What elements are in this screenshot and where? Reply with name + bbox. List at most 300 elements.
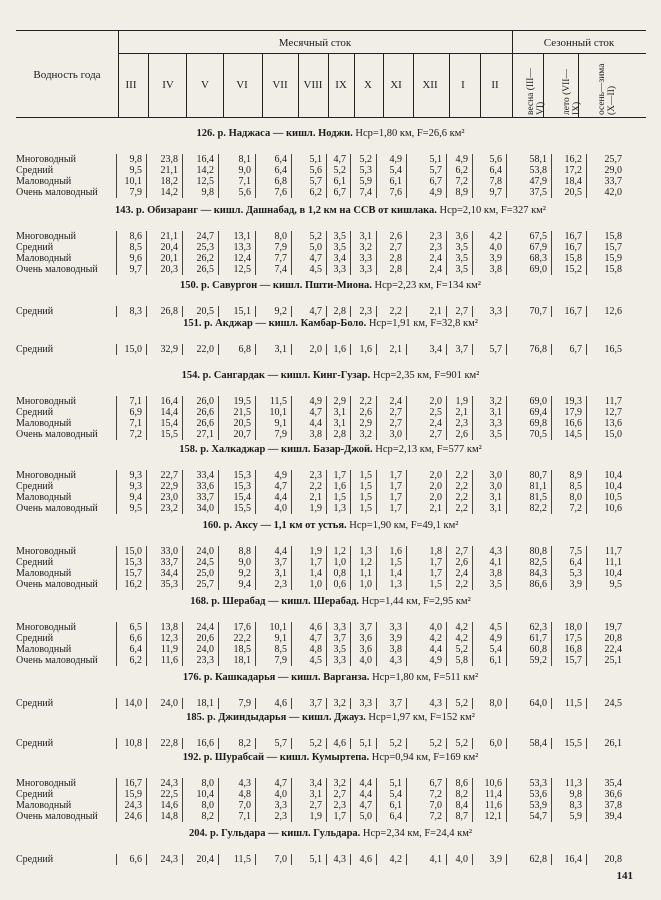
table-cell: 5,3: [569, 568, 582, 579]
table-cell: 2,1: [429, 503, 442, 514]
table-cell: 5,8: [455, 655, 468, 666]
table-cell: 9,3: [129, 470, 142, 481]
row-label: Многоводный: [16, 154, 76, 165]
table-cell: 22,8: [160, 738, 178, 749]
table-cell: 3,3: [359, 264, 372, 275]
table-cell: 20,4: [160, 242, 178, 253]
table-cell: 2,7: [389, 418, 402, 429]
table-cell: 4,5: [309, 655, 322, 666]
table-cell: 3,8: [489, 264, 502, 275]
table-cell: 8,3: [129, 306, 142, 317]
table-cell: 3,8: [309, 429, 322, 440]
table-row: [0, 579, 661, 590]
row-label: Средний: [16, 789, 54, 800]
table-cell: 7,7: [274, 253, 287, 264]
table-cell: 2,1: [429, 306, 442, 317]
table-cell: 9,7: [129, 264, 142, 275]
table-cell: 7,1: [238, 811, 251, 822]
table-cell: 1,5: [359, 470, 372, 481]
table-cell: 16,7: [564, 231, 582, 242]
table-cell: 7,2: [129, 429, 142, 440]
table-row: [0, 854, 661, 865]
table-cell: 2,0: [429, 396, 442, 407]
table-cell: 2,7: [455, 306, 468, 317]
table-cell: 19,5: [233, 396, 251, 407]
table-cell: 2,4: [429, 264, 442, 275]
table-cell: 9,4: [129, 492, 142, 503]
table-cell: 7,8: [489, 176, 502, 187]
row-label: Средний: [16, 165, 54, 176]
table-cell: 32,9: [160, 344, 178, 355]
table-cell: 16,8: [564, 644, 582, 655]
table-cell: 7,9: [129, 187, 142, 198]
table-row: [0, 407, 661, 418]
table-cell: 5,1: [309, 154, 322, 165]
table-cell: 6,4: [129, 644, 142, 655]
section-title: 176. р. Кашкадарья — кишл. Варганза. Hср=1,80 км, F=511 км²: [182, 672, 479, 683]
table-cell: 23,0: [160, 492, 178, 503]
table-cell: 4,9: [309, 396, 322, 407]
table-cell: 7,4: [359, 187, 372, 198]
table-cell: 3,2: [333, 778, 346, 789]
header-season-1: весна (III—VI): [526, 68, 546, 115]
table-cell: 5,1: [359, 738, 372, 749]
table-cell: 2,3: [309, 470, 322, 481]
table-cell: 3,3: [333, 264, 346, 275]
table-cell: 16,7: [564, 306, 582, 317]
table-cell: 25,7: [604, 154, 622, 165]
table-cell: 2,2: [455, 503, 468, 514]
table-cell: 1,7: [389, 470, 402, 481]
table-row: [0, 187, 661, 198]
table-cell: 4,9: [389, 154, 402, 165]
table-cell: 5,9: [569, 811, 582, 822]
table-cell: 1,6: [333, 481, 346, 492]
header-seasonal: Сезонный сток: [543, 37, 615, 49]
header-month-X: X: [364, 79, 372, 91]
table-cell: 11,4: [484, 789, 502, 800]
table-row: [0, 778, 661, 789]
table-cell: 7,0: [238, 800, 251, 811]
table-cell: 84,3: [529, 568, 547, 579]
header-month-II: II: [491, 79, 499, 91]
table-row: [0, 738, 661, 749]
table-cell: 33,7: [160, 557, 178, 568]
table-cell: 2,2: [455, 492, 468, 503]
table-cell: 23,2: [160, 503, 178, 514]
section-title: 192. р. Шурабсай — кишл. Кумыртепа. Hср=0,94 км, F=169 км²: [182, 752, 479, 763]
table-cell: 1,6: [333, 344, 346, 355]
row-label: Маловодный: [16, 418, 72, 429]
table-cell: 20,6: [196, 633, 214, 644]
table-cell: 2,3: [455, 418, 468, 429]
row-label: Средний: [16, 407, 54, 418]
table-cell: 20,8: [604, 854, 622, 865]
table-row: [0, 429, 661, 440]
section-title: 168. р. Шерабад — кишл. Шерабад. Hср=1,44 км, F=2,95 км²: [190, 596, 471, 607]
table-cell: 2,7: [333, 789, 346, 800]
table-cell: 8,9: [455, 187, 468, 198]
table-cell: 16,6: [196, 738, 214, 749]
table-cell: 16,7: [124, 778, 142, 789]
table-cell: 15,0: [124, 546, 142, 557]
table-cell: 3,5: [333, 644, 346, 655]
table-cell: 4,4: [359, 789, 372, 800]
section-title: 154. р. Сангардак — кишл. Кинг-Гузар. Hср=2,35 км, F=901 км²: [181, 370, 480, 381]
table-cell: 1,7: [333, 811, 346, 822]
table-cell: 4,0: [274, 503, 287, 514]
table-cell: 25,1: [604, 655, 622, 666]
table-cell: 24,0: [160, 698, 178, 709]
table-cell: 1,6: [359, 344, 372, 355]
table-cell: 1,5: [429, 579, 442, 590]
row-label: Многоводный: [16, 546, 76, 557]
table-row: [0, 655, 661, 666]
table-cell: 4,6: [333, 738, 346, 749]
table-cell: 2,2: [309, 481, 322, 492]
table-cell: 9,4: [238, 579, 251, 590]
table-cell: 13,1: [233, 231, 251, 242]
table-cell: 5,6: [489, 154, 502, 165]
table-cell: 5,2: [359, 154, 372, 165]
table-cell: 33,7: [604, 176, 622, 187]
table-cell: 1,9: [309, 503, 322, 514]
table-cell: 6,2: [455, 165, 468, 176]
table-cell: 2,0: [429, 481, 442, 492]
table-cell: 60,8: [529, 644, 547, 655]
table-cell: 4,5: [489, 622, 502, 633]
table-cell: 15,8: [604, 264, 622, 275]
table-cell: 33,0: [160, 546, 178, 557]
table-cell: 3,4: [309, 778, 322, 789]
table-cell: 59,2: [529, 655, 547, 666]
table-cell: 5,2: [309, 231, 322, 242]
table-row: [0, 253, 661, 264]
table-cell: 1,0: [359, 579, 372, 590]
table-cell: 11,7: [604, 546, 622, 557]
table-cell: 20,1: [160, 253, 178, 264]
table-cell: 25,3: [196, 242, 214, 253]
table-cell: 6,7: [569, 344, 582, 355]
table-cell: 10,4: [196, 789, 214, 800]
row-label: Очень маловодный: [16, 503, 98, 514]
table-cell: 4,3: [238, 778, 251, 789]
table-cell: 7,2: [455, 176, 468, 187]
row-label: Очень маловодный: [16, 811, 98, 822]
table-cell: 11,5: [269, 396, 287, 407]
table-cell: 2,8: [333, 306, 346, 317]
table-cell: 2,3: [429, 242, 442, 253]
table-cell: 82,2: [529, 503, 547, 514]
table-cell: 3,5: [455, 253, 468, 264]
row-label: Очень маловодный: [16, 579, 98, 590]
table-row: [0, 800, 661, 811]
table-cell: 2,4: [455, 568, 468, 579]
table-cell: 15,0: [604, 429, 622, 440]
table-cell: 4,8: [238, 789, 251, 800]
table-cell: 4,9: [429, 187, 442, 198]
table-cell: 8,3: [569, 800, 582, 811]
row-label: Средний: [16, 306, 54, 317]
table-cell: 8,7: [455, 811, 468, 822]
table-cell: 3,3: [359, 253, 372, 264]
row-label: Средний: [16, 633, 54, 644]
table-cell: 1,5: [359, 481, 372, 492]
table-cell: 1,8: [429, 546, 442, 557]
table-cell: 7,9: [238, 698, 251, 709]
table-cell: 3,5: [455, 264, 468, 275]
table-cell: 4,9: [489, 633, 502, 644]
table-cell: 3,0: [489, 470, 502, 481]
table-cell: 2,6: [359, 407, 372, 418]
table-cell: 7,0: [274, 854, 287, 865]
table-cell: 10,1: [124, 176, 142, 187]
table-cell: 26,8: [160, 306, 178, 317]
table-cell: 13,8: [160, 622, 178, 633]
table-cell: 8,0: [201, 800, 214, 811]
table-cell: 7,1: [129, 418, 142, 429]
section-title: 143. р. Обизаранг — кишл. Дашнабад, в 1,2 км на ССВ от кишлака. Hср=2,10 км, F=327 км²: [115, 205, 546, 216]
table-cell: 7,5: [569, 546, 582, 557]
table-cell: 22,4: [604, 644, 622, 655]
section-title: 150. р. Савургон — кишл. Пшти-Миона. Hср=2,23 км, F=134 км²: [180, 280, 481, 291]
table-cell: 67,9: [529, 242, 547, 253]
table-cell: 3,5: [489, 429, 502, 440]
table-cell: 24,5: [196, 557, 214, 568]
table-cell: 6,2: [309, 187, 322, 198]
table-cell: 15,2: [564, 264, 582, 275]
table-cell: 7,2: [569, 503, 582, 514]
table-cell: 4,3: [429, 698, 442, 709]
table-cell: 8,2: [238, 738, 251, 749]
table-cell: 7,6: [274, 187, 287, 198]
table-cell: 4,8: [309, 644, 322, 655]
table-cell: 9,2: [274, 306, 287, 317]
table-cell: 9,5: [129, 503, 142, 514]
table-cell: 3,2: [359, 429, 372, 440]
table-cell: 16,7: [564, 242, 582, 253]
table-cell: 34,4: [160, 568, 178, 579]
table-cell: 15,5: [564, 738, 582, 749]
table-cell: 1,5: [389, 557, 402, 568]
table-cell: 61,7: [529, 633, 547, 644]
table-cell: 1,6: [389, 546, 402, 557]
header-vodnost: Водность года: [33, 69, 101, 81]
table-cell: 7,2: [429, 811, 442, 822]
table-cell: 1,7: [389, 503, 402, 514]
table-cell: 4,2: [455, 633, 468, 644]
table-cell: 6,4: [274, 165, 287, 176]
table-cell: 6,7: [429, 176, 442, 187]
row-label: Средний: [16, 854, 54, 865]
table-cell: 0,6: [333, 579, 346, 590]
table-cell: 18,0: [564, 622, 582, 633]
table-cell: 3,7: [309, 698, 322, 709]
table-cell: 9,1: [274, 418, 287, 429]
row-label: Очень маловодный: [16, 655, 98, 666]
table-cell: 5,7: [274, 738, 287, 749]
table-cell: 12,6: [604, 306, 622, 317]
table-cell: 5,2: [455, 698, 468, 709]
table-cell: 5,3: [359, 165, 372, 176]
table-cell: 15,3: [124, 557, 142, 568]
table-cell: 26,5: [196, 264, 214, 275]
table-cell: 53,9: [529, 800, 547, 811]
table-cell: 3,3: [274, 800, 287, 811]
table-cell: 70,5: [529, 429, 547, 440]
table-cell: 1,7: [309, 557, 322, 568]
table-cell: 2,7: [429, 429, 442, 440]
table-cell: 1,5: [333, 492, 346, 503]
table-cell: 5,0: [359, 811, 372, 822]
table-cell: 4,0: [274, 789, 287, 800]
table-cell: 15,9: [604, 253, 622, 264]
table-cell: 37,5: [529, 187, 547, 198]
table-cell: 5,0: [309, 242, 322, 253]
table-cell: 4,3: [489, 546, 502, 557]
table-cell: 3,3: [489, 306, 502, 317]
table-cell: 1,2: [333, 546, 346, 557]
table-cell: 4,1: [429, 854, 442, 865]
table-cell: 11,3: [564, 778, 582, 789]
table-cell: 5,7: [489, 344, 502, 355]
table-cell: 9,6: [129, 253, 142, 264]
table-cell: 3,6: [359, 644, 372, 655]
header-monthly: Месячный сток: [278, 37, 352, 49]
table-cell: 10,5: [604, 492, 622, 503]
table-cell: 5,4: [389, 789, 402, 800]
row-label: Маловодный: [16, 253, 72, 264]
table-cell: 36,6: [604, 789, 622, 800]
table-cell: 4,2: [389, 854, 402, 865]
table-cell: 26,6: [196, 418, 214, 429]
table-cell: 10,6: [604, 503, 622, 514]
table-cell: 1,4: [309, 568, 322, 579]
table-cell: 3,4: [429, 344, 442, 355]
table-cell: 9,5: [609, 579, 622, 590]
row-label: Маловодный: [16, 800, 72, 811]
row-label: Средний: [16, 738, 54, 749]
table-cell: 4,1: [489, 557, 502, 568]
table-cell: 2,1: [389, 344, 402, 355]
table-cell: 10,1: [269, 622, 287, 633]
table-row: [0, 503, 661, 514]
table-cell: 64,0: [529, 698, 547, 709]
table-cell: 4,4: [309, 418, 322, 429]
table-cell: 17,5: [564, 633, 582, 644]
table-cell: 62,8: [529, 854, 547, 865]
table-cell: 9,3: [129, 481, 142, 492]
table-row: [0, 470, 661, 481]
table-cell: 4,2: [429, 633, 442, 644]
table-cell: 26,2: [196, 253, 214, 264]
section-title: 126. р. Наджаса — кишл. Ноджи. Hср=1,80 км, F=26,6 км²: [196, 128, 465, 139]
table-cell: 14,4: [160, 407, 178, 418]
table-cell: 18,1: [196, 698, 214, 709]
table-cell: 9,8: [201, 187, 214, 198]
table-cell: 15,1: [233, 306, 251, 317]
table-row: [0, 165, 661, 176]
table-cell: 69,8: [529, 418, 547, 429]
table-cell: 1,3: [333, 503, 346, 514]
table-cell: 8,0: [274, 231, 287, 242]
table-row: [0, 492, 661, 503]
table-cell: 9,5: [129, 165, 142, 176]
table-cell: 7,9: [274, 242, 287, 253]
table-cell: 53,8: [529, 165, 547, 176]
table-cell: 81,1: [529, 481, 547, 492]
table-cell: 5,2: [309, 738, 322, 749]
table-cell: 15,7: [564, 655, 582, 666]
table-cell: 1,1: [359, 568, 372, 579]
table-cell: 4,0: [359, 655, 372, 666]
table-cell: 12,5: [196, 176, 214, 187]
table-cell: 3,6: [455, 231, 468, 242]
table-cell: 14,5: [564, 429, 582, 440]
table-cell: 1,5: [359, 492, 372, 503]
row-label: Средний: [16, 698, 54, 709]
table-cell: 8,0: [201, 778, 214, 789]
table-cell: 8,4: [455, 800, 468, 811]
table-cell: 7,9: [274, 429, 287, 440]
table-cell: 4,2: [489, 231, 502, 242]
table-cell: 6,4: [274, 154, 287, 165]
table-cell: 2,8: [389, 264, 402, 275]
table-cell: 14,8: [160, 811, 178, 822]
table-cell: 2,0: [429, 492, 442, 503]
table-cell: 4,9: [429, 655, 442, 666]
table-cell: 20,5: [196, 306, 214, 317]
table-cell: 3,5: [333, 242, 346, 253]
table-cell: 6,5: [129, 622, 142, 633]
table-cell: 5,9: [359, 176, 372, 187]
table-cell: 1,7: [389, 481, 402, 492]
table-cell: 1,0: [309, 579, 322, 590]
table-cell: 7,2: [429, 789, 442, 800]
table-cell: 6,0: [489, 738, 502, 749]
table-cell: 3,1: [309, 789, 322, 800]
table-cell: 68,3: [529, 253, 547, 264]
table-cell: 3,7: [389, 698, 402, 709]
table-cell: 24,3: [124, 800, 142, 811]
row-label: Очень маловодный: [16, 429, 98, 440]
table-cell: 33,7: [196, 492, 214, 503]
table-cell: 58,1: [529, 154, 547, 165]
table-cell: 5,2: [455, 738, 468, 749]
table-cell: 2,9: [359, 418, 372, 429]
table-cell: 4,6: [274, 698, 287, 709]
header-month-III: III: [125, 79, 137, 91]
table-cell: 4,7: [309, 633, 322, 644]
header-season-3: осень—зима (X—II): [597, 63, 617, 115]
table-cell: 24,0: [196, 546, 214, 557]
table-row: [0, 344, 661, 355]
table-cell: 17,6: [233, 622, 251, 633]
table-cell: 4,6: [359, 854, 372, 865]
table-cell: 3,9: [489, 854, 502, 865]
table-cell: 82,5: [529, 557, 547, 568]
table-cell: 81,5: [529, 492, 547, 503]
table-row: [0, 231, 661, 242]
table-cell: 2,9: [333, 396, 346, 407]
table-cell: 15,8: [604, 231, 622, 242]
table-cell: 35,3: [160, 579, 178, 590]
table-cell: 9,0: [238, 165, 251, 176]
table-cell: 8,8: [238, 546, 251, 557]
table-row: [0, 644, 661, 655]
table-cell: 4,9: [274, 470, 287, 481]
table-cell: 6,8: [274, 176, 287, 187]
